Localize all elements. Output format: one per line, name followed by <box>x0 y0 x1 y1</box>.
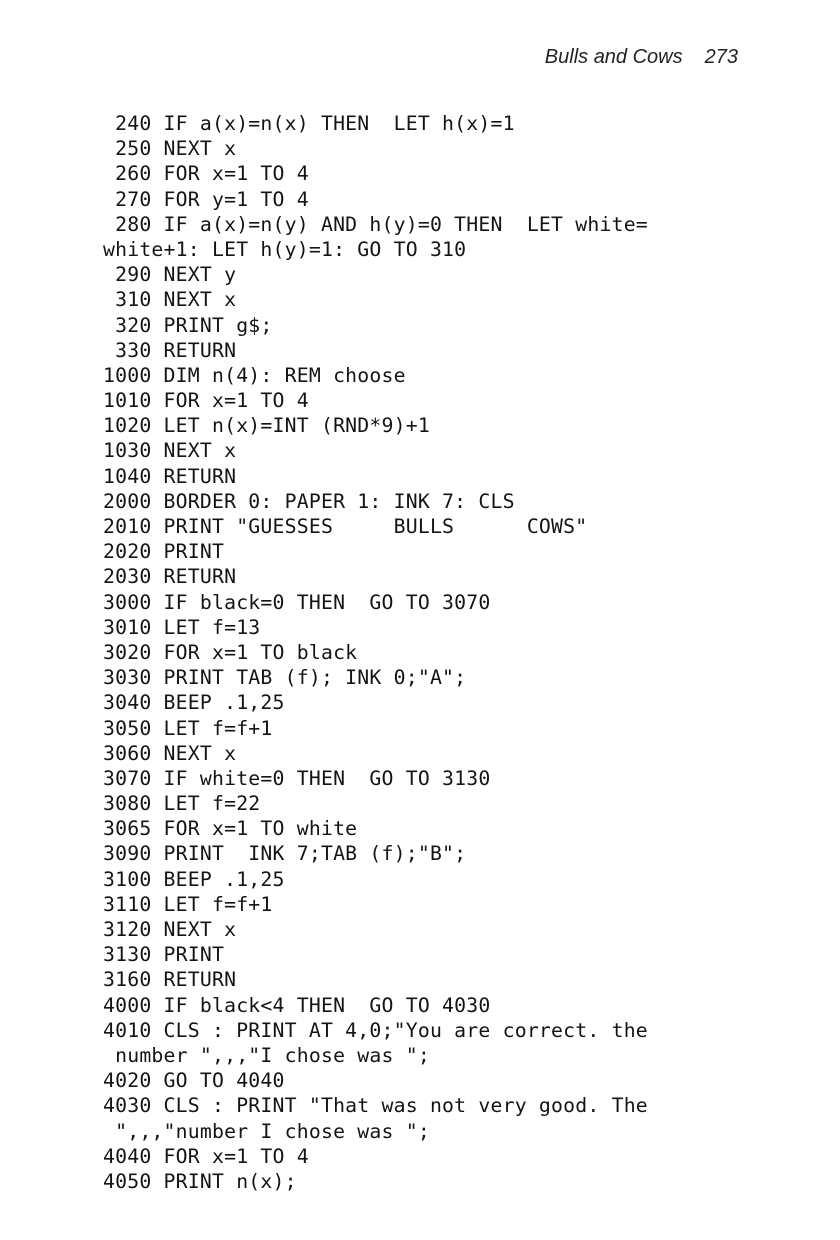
code-line: 260 FOR x=1 TO 4 <box>103 162 309 186</box>
code-line: 4030 CLS : PRINT "That was not very good. The <box>103 1094 648 1118</box>
code-line: 290 NEXT y <box>103 263 237 287</box>
code-line: 1020 LET n(x)=INT (RND*9)+1 <box>103 414 430 438</box>
code-line: 3070 IF white=0 THEN GO TO 3130 <box>103 766 491 790</box>
code-line: ",,,"number I chose was "; <box>103 1119 430 1143</box>
code-line: 240 IF a(x)=n(x) THEN LET h(x)=1 <box>103 112 515 135</box>
code-line: 3020 FOR x=1 TO black <box>103 640 358 664</box>
code-line: 250 NEXT x <box>103 137 237 161</box>
code-line: 3010 LET f=13 <box>103 615 261 639</box>
code-line: 3060 NEXT x <box>103 741 237 765</box>
running-header-title: Bulls and Cows <box>544 46 683 68</box>
code-line: number ",,,"I chose was "; <box>103 1043 430 1067</box>
code-line: 1040 RETURN <box>103 464 237 488</box>
code-line: 2020 PRINT <box>103 540 225 564</box>
running-header <box>0 46 738 69</box>
code-line: 3090 PRINT INK 7;TAB (f);"B"; <box>103 842 467 866</box>
code-line: 3160 RETURN <box>103 968 237 992</box>
code-line: 4050 PRINT n(x); <box>103 1169 297 1193</box>
code-line: 4020 GO TO 4040 <box>103 1069 285 1093</box>
program-listing <box>103 111 803 1194</box>
code-line: 2000 BORDER 0: PAPER 1: INK 7: CLS <box>103 489 515 513</box>
code-line: 1030 NEXT x <box>103 439 237 463</box>
code-line: 2030 RETURN <box>103 565 237 589</box>
code-line: 3050 LET f=f+1 <box>103 716 273 740</box>
code-line: 4040 FOR x=1 TO 4 <box>103 1144 309 1168</box>
code-line: 280 IF a(x)=n(y) AND h(y)=0 THEN LET white= <box>103 212 648 236</box>
code-line: 330 RETURN <box>103 338 237 362</box>
code-line: 3100 BEEP .1,25 <box>103 867 285 891</box>
code-line: 3120 NEXT x <box>103 918 237 941</box>
code-line: 4010 CLS : PRINT AT 4,0;"You are correct. the <box>103 1018 648 1042</box>
code-line: 310 NEXT x <box>103 288 237 312</box>
code-line: 3130 PRINT <box>103 943 225 967</box>
code-line: 3110 LET f=f+1 <box>103 892 273 916</box>
page-number: 273 <box>704 46 738 68</box>
code-line: 3065 FOR x=1 TO white <box>103 817 358 841</box>
code-line: 3040 BEEP .1,25 <box>103 691 285 715</box>
code-line: white+1: LET h(y)=1: GO TO 310 <box>103 237 467 261</box>
code-line: 3030 PRINT TAB (f); INK 0;"A"; <box>103 666 467 690</box>
code-line: 3080 LET f=22 <box>103 792 261 816</box>
code-line: 270 FOR y=1 TO 4 <box>103 187 309 211</box>
code-line: 1000 DIM n(4): REM choose <box>103 363 406 387</box>
code-line: 2010 PRINT "GUESSES BULLS COWS" <box>103 515 588 538</box>
code-line: 1010 FOR x=1 TO 4 <box>103 389 309 413</box>
code-line: 3000 IF black=0 THEN GO TO 3070 <box>103 590 491 614</box>
code-line: 4000 IF black<4 THEN GO TO 4030 <box>103 993 491 1017</box>
code-line: 320 PRINT g$; <box>103 313 273 337</box>
